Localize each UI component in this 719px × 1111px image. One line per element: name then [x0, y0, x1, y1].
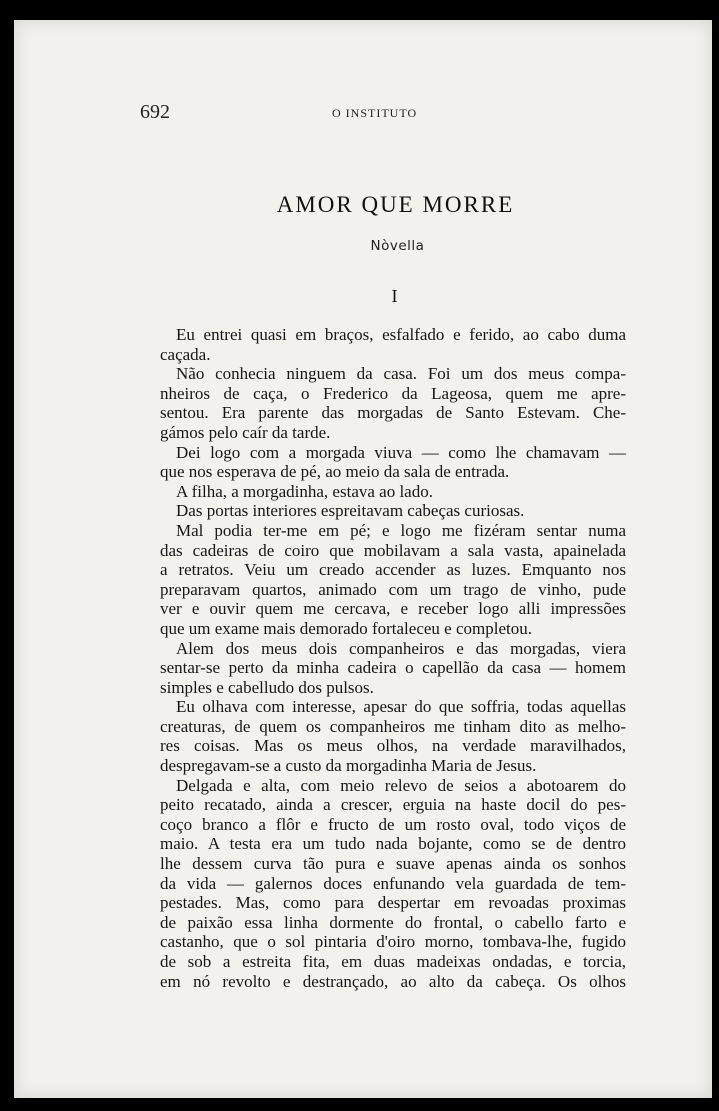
text-line: Eu entrei quasi em braços, esfalfado e ferido, ao cabo duma: [176, 325, 626, 344]
text-line: de sob a estreita fita, em duas madeixas ondadas, e torcia,: [160, 952, 626, 971]
text-line: que um exame mais demorado fortaleceu e completou.: [160, 618, 532, 638]
text-line: que nos esperava de pé, ao meio da sala de entrada.: [160, 462, 510, 482]
text-line: pestades. Mas, como para despertar em revoadas proximas: [160, 893, 626, 913]
text-line: em nó revolto e destrançado, ao alto da cabeça. Os olhos: [160, 971, 626, 991]
text-line: a retratos. Veiu um creado accender as luzes. Emquanto nos: [160, 560, 626, 580]
text-line: Delgada e alta, com meio relevo de seios a abotoarem do: [176, 775, 626, 795]
running-head: O INSTITUTO: [332, 106, 418, 120]
text-line: Alem dos meus dois companheiros e das morgadas, viera: [176, 638, 626, 658]
text-line: Mal podia ter-me em pé; e logo me fizéram sentar numa: [176, 520, 626, 540]
text-line: simples e cabelludo dos pulsos.: [160, 677, 374, 697]
text-line: maio. A testa era um tudo nada bojante, como se de dentro: [160, 834, 626, 854]
text-line: res coisas. Mas os meus olhos, na verdade maravilhados,: [160, 736, 626, 756]
article-title: AMOR QUE MORRE: [276, 192, 515, 217]
text-line: caçada.: [160, 344, 211, 364]
body-text: [160, 325, 626, 991]
text-line: sentou. Era parente das morgadas de Santo Estevam. Che-: [160, 403, 626, 423]
text-line: Eu olhava com interesse, apesar do que soffria, todas aquellas: [176, 697, 626, 717]
text-line: lhe dessem curva tão pura e suave apenas ainda os sonhos: [160, 854, 626, 874]
text-line: peito recatado, ainda a crescer, erguia na haste docil do pes-: [160, 795, 626, 815]
text-line: gámos pelo caír da tarde.: [160, 422, 331, 442]
text-line: coço branco a flôr e fructo de um rosto oval, todo viços de: [160, 814, 626, 834]
text-line: preparavam quartos, animado com um trago de vinho, pude: [160, 579, 626, 599]
page-number: 692: [140, 101, 170, 123]
text-line: Não conhecia ninguem da casa. Foi um dos meus compa-: [176, 364, 626, 384]
text-line: despregavam-se a custo da morgadinha Maria de Jesus.: [160, 756, 537, 776]
article-subtitle: Nòvella: [370, 238, 425, 254]
section-numeral: I: [391, 286, 398, 306]
text-line: Das portas interiores espreitavam cabeças curiosas.: [176, 501, 525, 521]
text-line: de paixão essa linha dormente do frontal, o cabello farto e: [160, 912, 626, 932]
text-line: A filha, a morgadinha, estava ao lado.: [176, 481, 433, 501]
text-line: da vida — galernos doces enfunando vela guardada de tem-: [160, 873, 626, 893]
text-line: nheiros de caça, o Frederico da Lageosa, quem me apre-: [160, 383, 626, 403]
text-line: creaturas, de quem os companheiros me tinham dito as melho-: [160, 716, 626, 736]
text-line: sentar-se perto da minha cadeira o capellão da casa — homem: [160, 658, 626, 678]
text-line: Dei logo com a morgada viuva — como lhe chamavam —: [176, 442, 626, 462]
text-line: castanho, que o sol pintaria d'oiro morno, tombava-lhe, fugido: [160, 932, 626, 952]
text-line: ver e ouvir quem me cercava, e receber logo alli impressões: [160, 599, 626, 619]
text-line: das cadeiras de coiro que mobilavam a sala vasta, apainelada: [160, 540, 626, 560]
